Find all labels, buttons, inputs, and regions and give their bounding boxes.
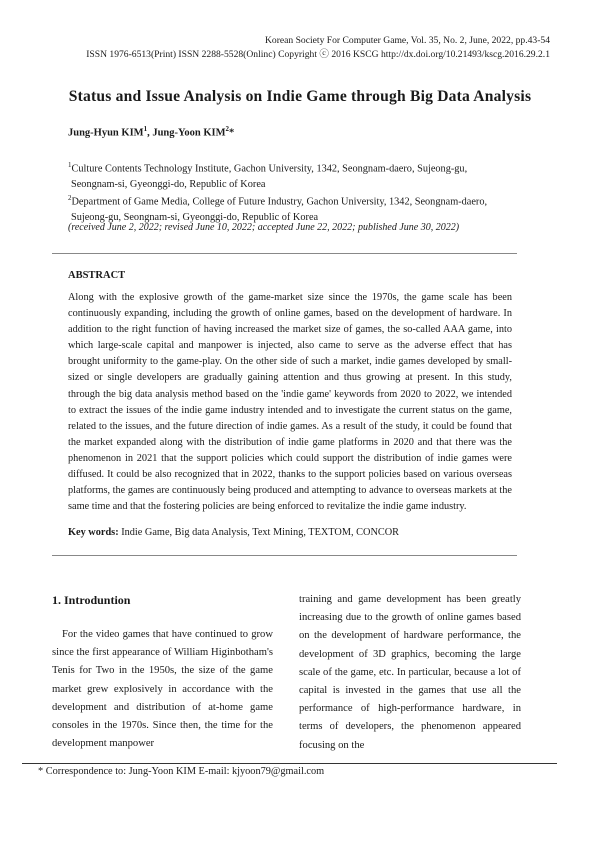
author2-sup: 2	[225, 125, 230, 133]
author2-name: Jung-Yoon KIM	[152, 127, 226, 139]
authors	[68, 125, 234, 139]
keywords-text: Indie Game, Big data Analysis, Text Mining, TEXTOM, CONCOR	[118, 527, 400, 538]
footnote-rule	[22, 763, 557, 764]
affiliation-2-sup: 2	[68, 194, 72, 202]
abstract-bottom-rule	[52, 555, 517, 556]
affiliation-2	[68, 190, 518, 226]
publication-dates: (received June 2, 2022; revised June 10, 2022; accepted June 22, 2022; published June 30, 2022)	[68, 222, 460, 233]
author-separator: ,	[147, 127, 153, 139]
abstract-heading: ABSTRACT	[68, 270, 126, 281]
abstract-body: Along with the explosive growth of the game-market size since the 1970s, the game scale has been continuously expanding, including the growth of online games, based on the development of hardware. In addition to the right function of having increased the market size of games, the so-called AAA game, into which large-scale capital and manpower is injected, also came to serve as the adverse effect that has brought uniformity to the game-play. On the other side of such a market, indie games developed by small-sized or single developers are gradually gaining attention and thus growing at present. In this study, through the big data analysis method based on the 'indie game' keywords from 2020 to 2022, we intended to extract the issues of the indie game industry intended and to investigate the current status on the game, related to the issues, and the future direction of indie games. As a result of the study, it could be found that the market expanded along with the distribution of indie game platforms in 2020 and that there was the phenomenon in 2021 that the support policies which could support the distribution of indie games were diffused. It could be also recognized that in 2022, thanks to the support policies based on various overseas platforms, the games are continuously being produced and attempting to advance to overseas markets at the same time and that the fostering policies are being enforced to revitalize the indie game industry.	[68, 292, 512, 513]
affiliation-2-line1: Department of Game Media, College of Future Industry, Gachon University, 1342, Seongnam-daero,	[71, 196, 488, 208]
affiliation-1	[68, 157, 518, 193]
author2-mark: *	[229, 127, 235, 139]
affiliation-1-line2: Seongnam-si, Gyeonggi-do, Republic of Korea	[71, 179, 266, 191]
body-column-left: For the video games that have continued to grow since the first appearance of William Higinbotham's Tenis for Two in the 1950s, the size of the game market grew explosively in accordance with the development and distribution of at-home game consoles in the 1970s. Since then, the time for the development manpower	[52, 629, 273, 750]
journal-header-line2: ISSN 1976-6513(Print) ISSN 2288-5528(Onlinc) Copyright ⓒ 2016 KSCG http://dx.doi.org/10.21493/kscg.2016.29.2.1	[86, 49, 550, 60]
affiliation-2-line2: Sujeong-gu, Seongnam-si, Gyeonggi-do, Republic of Korea	[71, 212, 319, 224]
abstract-top-rule	[52, 253, 517, 254]
paper-title: Status and Issue Analysis on Indie Game through Big Data Analysis	[68, 88, 532, 105]
keywords-label: Key words:	[68, 527, 119, 538]
body-column-right: training and game development has been greatly increasing due to the growth of online games based on the development of hardware performance, the development of 3D graphics, becoming the large scale of the game, etc. In particular, because a lot of capital is invested in the games that use all the performance of high-performance hardware, in terms of developers, the phenomenon appeared focusing on the	[299, 594, 521, 751]
correspondence-footnote: * Correspondence to: Jung-Yoon KIM E-mail: kjyoon79@gmail.com	[38, 766, 325, 777]
author1-sup: 1	[143, 125, 148, 133]
keywords	[68, 527, 399, 538]
affiliation-1-sup: 1	[68, 161, 72, 169]
author1-name: Jung-Hyun KIM	[68, 127, 144, 139]
section-heading: 1. Introduntion	[52, 593, 131, 607]
affiliation-1-line1: Culture Contents Technology Institute, Gachon University, 1342, Seongnam-daero, Sujeong-gu,	[71, 163, 468, 175]
journal-header-line1: Korean Society For Computer Game, Vol. 35, No. 2, June, 2022, pp.43-54	[264, 35, 550, 46]
